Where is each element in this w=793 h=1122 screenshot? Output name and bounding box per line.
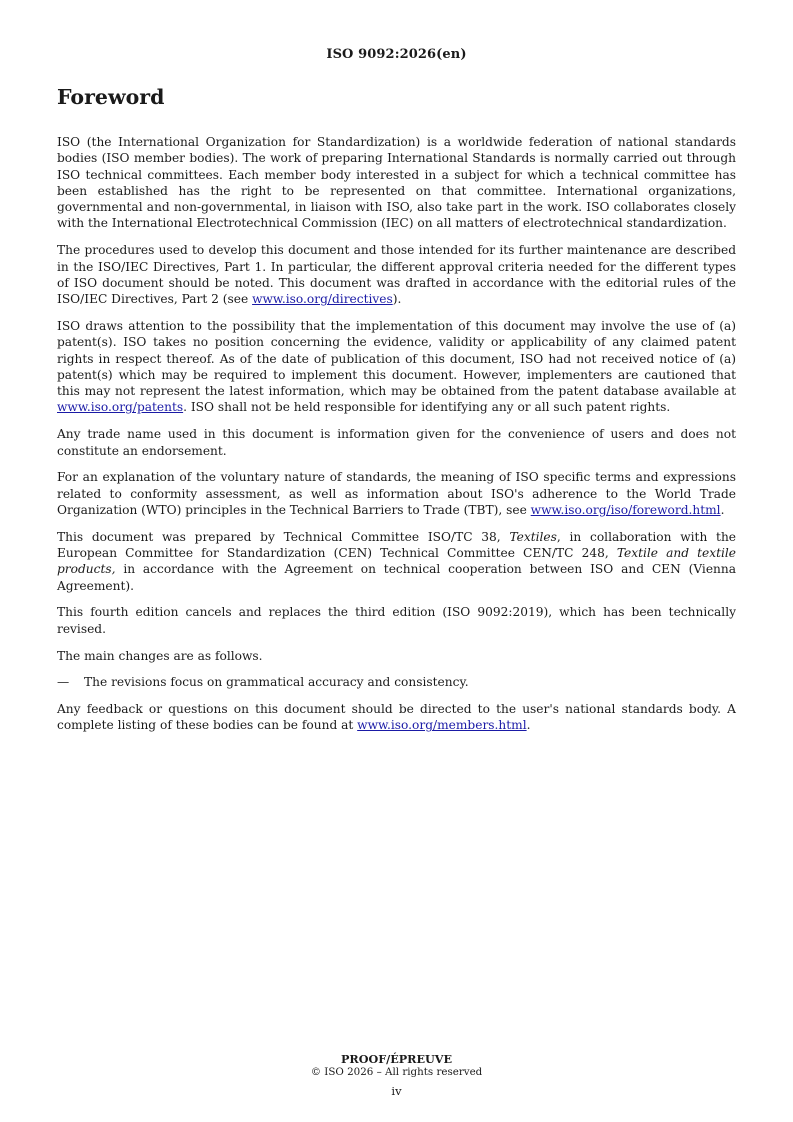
foreword-link[interactable]: www.iso.org/iso/foreword.html: [530, 502, 721, 517]
patents-link[interactable]: www.iso.org/patents: [57, 400, 184, 415]
directives-link[interactable]: www.iso.org/directives: [252, 292, 393, 307]
committee-name-textiles: Textiles: [509, 529, 557, 544]
paragraph-text: The procedures used to develop this document and those intended for its further maintenance are described in the ISO/IEC Directives, Part 1. In particular, the different approval criteria needed for the different types of ISO document should be noted. This document was drafted in accordance with the editorial rules of the ISO/IEC Directives, Part 2 (see: [57, 243, 736, 307]
section-title: Foreword: [57, 85, 165, 109]
paragraph-feedback: [57, 701, 736, 734]
paragraph-text: ).: [392, 292, 402, 307]
paragraph-text: ISO draws attention to the possibility that the implementation of this document may involve the use of (a) patent(s). ISO takes no position concerning the evidence, validity or applicability of any claimed patent rights in respect thereof. As of the date of publication of this document, ISO had not received notice of (a) patent(s) which may be required to implement this document. However, implementers are cautioned that this may not represent the latest information, which may be obtained from the patent database available at: [57, 318, 736, 399]
copyright-notice: © ISO 2026 – All rights reserved: [310, 1066, 483, 1078]
paragraph-edition: This fourth edition cancels and replaces the third edition (ISO 9092:2019), which has been technically revised.: [57, 605, 736, 636]
page-number: iv: [391, 1084, 402, 1098]
paragraph-main-changes: The main changes are as follows.: [57, 648, 263, 663]
paragraph-text: Any feedback or questions on this document should be directed to the user's national standards body. A complete listing of these bodies can be found at: [57, 702, 736, 733]
page-footer: [0, 1053, 793, 1098]
paragraph-text: .: [526, 718, 531, 733]
list-item: [57, 674, 736, 690]
list-item-text: The revisions focus on grammatical accuracy and consistency.: [84, 675, 469, 690]
proof-label: PROOF/ÉPREUVE: [341, 1052, 452, 1066]
paragraph-committee: [57, 529, 736, 594]
paragraph-text: This document was prepared by Technical Committee ISO/TC 38,: [57, 529, 510, 544]
paragraph-trade-name: Any trade name used in this document is information given for the convenience of users and does not constitute an endorsement.: [57, 427, 736, 458]
document-body: [57, 84, 736, 744]
paragraph-patents: [57, 318, 736, 416]
paragraph-voluntary-nature: [57, 469, 736, 518]
committee-name-textile-products: Textile and textile products,: [57, 546, 736, 577]
paragraph-iso-intro: ISO (the International Organization for Standardization) is a worldwide federation of national standards bodies (ISO member bodies). The work of preparing International Standards is normally carried out through ISO technical committees. Each member body interested in a subject for which a technical committee has been established has the right to be represented on that committee. International organizations, governmental and non-governmental, in liaison with ISO, also take part in the work. ISO collaborates closely with the International Electrotechnical Commission (IEC) on all matters of electrotechnical standardization.: [57, 135, 736, 231]
paragraph-procedures: [57, 242, 736, 307]
paragraph-text: . ISO shall not be held responsible for identifying any or all such patent rights.: [183, 400, 671, 415]
paragraph-text: For an explanation of the voluntary nature of standards, the meaning of ISO specific terms and expressions related to conformity assessment, as well as information about ISO's adherence to the World Trade Organization (WTO) principles in the Technical Barriers to Trade (TBT), see: [57, 470, 736, 517]
paragraph-text: .: [720, 502, 725, 517]
document-header: ISO 9092:2026(en): [326, 47, 467, 62]
members-link[interactable]: www.iso.org/members.html: [357, 718, 527, 733]
paragraph-text: in accordance with the Agreement on technical cooperation between ISO and CEN (Vienna Agreement).: [57, 562, 736, 593]
paragraph-text: , in collaboration with the European Committee for Standardization (CEN) Technical Committee CEN/TC 248,: [57, 529, 737, 561]
list-dash: —: [57, 675, 70, 690]
